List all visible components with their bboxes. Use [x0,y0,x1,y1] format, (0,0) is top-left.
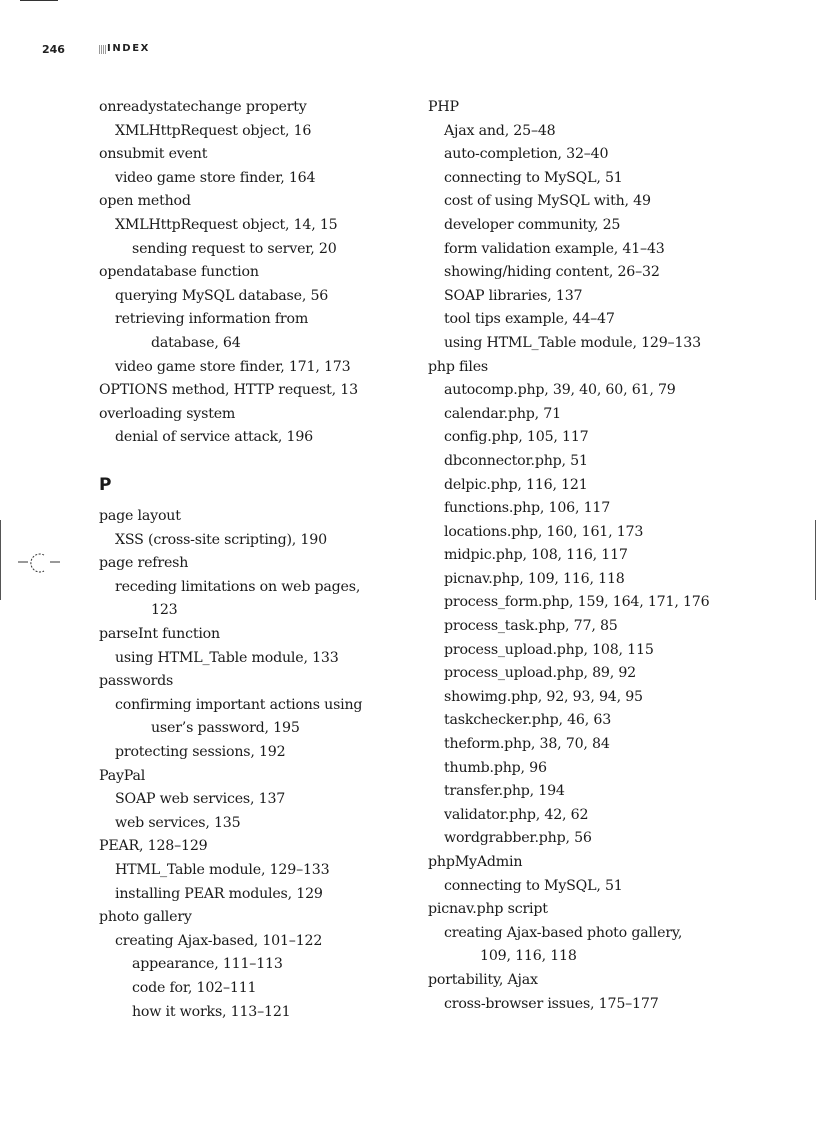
index-subentry: locations.php, 160, 161, 173 [444,523,644,540]
index-subentry: creating Ajax-based photo gallery, [444,924,683,941]
crop-mark-left [0,520,1,600]
index-subentry: cost of using MySQL with, 49 [444,193,651,210]
index-subentry: process_upload.php, 108, 115 [444,641,654,658]
index-subentry: taskchecker.php, 46, 63 [444,712,612,729]
index-term: portability, Ajax [428,971,538,988]
index-subentry: 123 [151,602,178,619]
page-number: 246 [42,43,65,56]
index-subentry: process_form.php, 159, 164, 171, 176 [444,594,710,611]
index-subentry: using HTML_Table module, 133 [115,649,339,666]
index-term: OPTIONS method, HTTP request, 13 [99,382,358,399]
index-subentry: showimg.php, 92, 93, 94, 95 [444,688,643,705]
index-term: page refresh [99,555,189,572]
index-subentry: denial of service attack, 196 [115,429,313,446]
index-subentry: autocomp.php, 39, 40, 60, 61, 79 [444,382,676,399]
index-subentry: cross-browser issues, 175–177 [444,995,659,1012]
index-entries-after [99,505,399,1024]
index-subentry: developer community, 25 [444,216,621,233]
index-term: PayPal [99,767,146,784]
index-subentry: showing/hiding content, 26–32 [444,264,660,281]
index-subentry: wordgrabber.php, 56 [444,830,592,847]
index-term: PHP [428,99,459,115]
index-subentry: midpic.php, 108, 116, 117 [444,547,628,564]
index-term: picnav.php script [428,901,548,918]
index-subentry: connecting to MySQL, 51 [444,169,623,186]
index-subentry: theform.php, 38, 70, 84 [444,736,610,753]
index-subentry: transfer.php, 194 [444,783,565,800]
index-subentry: user’s password, 195 [151,720,300,737]
index-subentry: connecting to MySQL, 51 [444,877,623,894]
index-subentry: process_upload.php, 89, 92 [444,665,636,682]
index-subentry: web services, 135 [115,814,241,831]
index-subentry: delpic.php, 116, 121 [444,476,588,493]
index-subentry: video game store finder, 171, 173 [115,358,351,375]
index-subentry: form validation example, 41–43 [444,240,665,257]
index-subentry: XMLHttpRequest object, 14, 15 [115,216,338,233]
index-term: open method [99,193,191,210]
index-column-right [428,96,758,1016]
index-subentry: functions.php, 106, 117 [444,500,611,517]
index-subentry: retrieving information from [115,311,309,328]
registration-mark-icon [18,552,62,576]
index-subentry: calendar.php, 71 [444,405,561,422]
index-subentry: process_task.php, 77, 85 [444,618,618,635]
index-term: overloading system [99,405,236,422]
index-subentry: validator.php, 42, 62 [444,806,589,823]
index-term: php files [428,358,489,375]
index-subentry: auto-completion, 32–40 [444,146,609,163]
index-subentry: video game store finder, 164 [115,169,316,186]
index-subentry: XMLHttpRequest object, 16 [115,122,312,139]
index-term: parseInt function [99,626,220,643]
index-subentry: receding limitations on web pages, [115,578,361,595]
index-subentry: 109, 116, 118 [480,948,577,965]
index-subentry: sending request to server, 20 [132,240,337,257]
index-entries-right [428,96,758,1016]
index-subentry: tool tips example, 44–47 [444,311,615,328]
index-term: passwords [99,673,174,690]
index-term: photo gallery [99,909,192,926]
index-subentry: querying MySQL database, 56 [115,287,329,304]
running-header [0,43,816,59]
index-term: onreadystatechange property [99,99,307,115]
index-subentry: XSS (cross-site scripting), 190 [115,531,327,548]
index-subentry: HTML_Table module, 129–133 [115,862,330,878]
crop-mark-top [20,0,58,1]
index-subentry: database, 64 [151,334,241,351]
index-term: page layout [99,508,181,525]
section-letter-heading: P [99,474,112,495]
index-subentry: using HTML_Table module, 129–133 [444,334,701,351]
index-subentry: config.php, 105, 117 [444,429,589,446]
index-subentry: SOAP libraries, 137 [444,287,583,304]
index-subentry: confirming important actions using [115,696,363,713]
index-subentry: protecting sessions, 192 [115,744,286,761]
index-subentry: code for, 102–111 [132,979,257,996]
index-subentry: creating Ajax-based, 101–122 [115,932,323,949]
index-subentry: how it works, 113–121 [132,1003,291,1020]
index-subentry: SOAP web services, 137 [115,791,286,808]
index-term: PEAR, 128–129 [99,838,208,855]
running-head-title: INDEX [107,43,150,54]
index-subentry: installing PEAR modules, 129 [115,885,323,902]
index-term: opendatabase function [99,264,259,281]
index-entries-before [99,96,399,450]
index-subentry: appearance, 111–113 [132,956,283,973]
index-subentry: picnav.php, 109, 116, 118 [444,570,625,587]
index-column-left [99,96,399,1024]
index-term: onsubmit event [99,146,208,163]
index-subentry: dbconnector.php, 51 [444,452,588,469]
hatch-ornament [99,45,106,54]
index-subentry: thumb.php, 96 [444,759,547,776]
index-term: phpMyAdmin [428,854,523,870]
index-subentry: Ajax and, 25–48 [444,122,556,139]
